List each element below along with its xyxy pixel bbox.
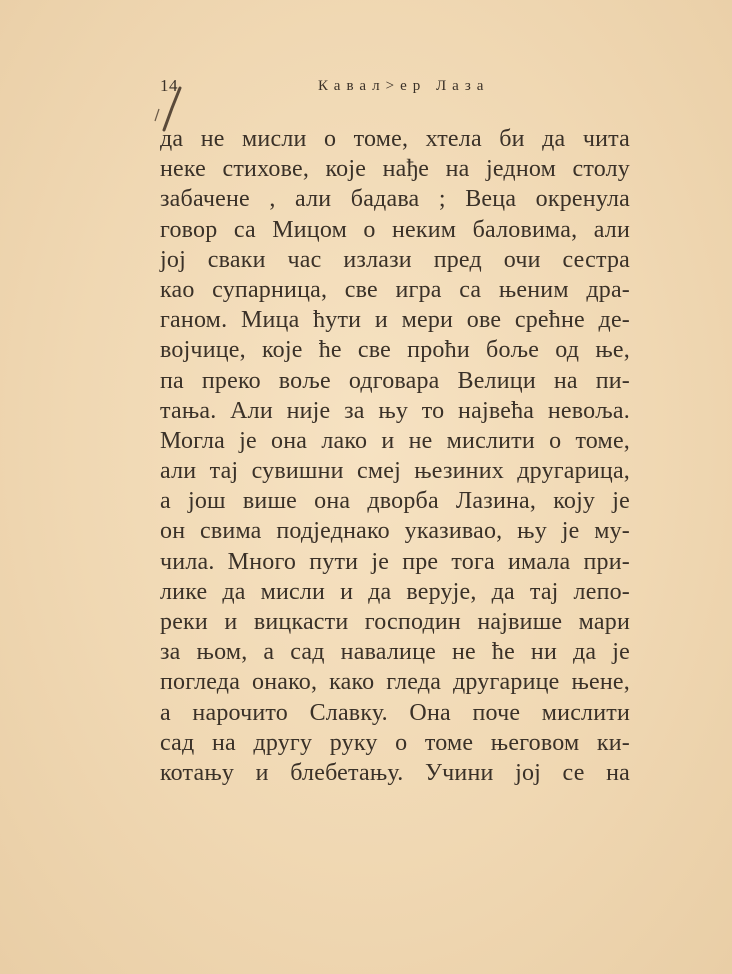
- text-line: ганом. Мица ћути и мери ове срећне де-: [160, 307, 630, 334]
- text-line: а нарочито Славку. Она поче мислити: [160, 699, 630, 726]
- text-line: котању и блебетању. Учини јој се на: [160, 759, 630, 786]
- text-line: забачене , али бадава ; Веца окренула: [160, 186, 630, 213]
- text-line: он свима подједнако указивао, њу је му-: [160, 518, 630, 545]
- text-line: реки и вицкасти господин највише мари: [160, 609, 630, 635]
- text-line: неке стихове, које нађе на једном столу: [160, 156, 630, 183]
- text-line: чила. Много пути је пре тога имала при-: [160, 548, 630, 575]
- text-line: сад на другу руку о томе његовом ки-: [160, 729, 630, 756]
- running-title: Кавал>ер Лаза: [318, 78, 490, 94]
- text-line: лике да мисли и да верује, да тај лепо-: [160, 578, 630, 605]
- text-line: Могла је она лако и не мислити о томе,: [160, 427, 630, 454]
- stray-pencil-mark: [154, 108, 160, 122]
- page-number: 14: [160, 76, 178, 95]
- text-line: говор са Мицом о неким баловима, али: [160, 216, 630, 243]
- text-line: погледа онако, како гледа другарице њене,: [160, 669, 630, 696]
- text-line: за њом, а сад навалице не ће ни да је: [160, 639, 630, 666]
- text-line: а још више она дворба Лазина, коју је: [160, 488, 630, 515]
- text-line: јој сваки час излази пред очи сестра: [160, 246, 630, 273]
- text-line: али тај сувишни смеј њезиних другарица,: [160, 458, 630, 485]
- text-line: тања. Али није за њу то највећа невоља.: [160, 397, 630, 424]
- text-line: па преко воље одговара Велици на пи-: [160, 367, 630, 394]
- body-text: [160, 124, 630, 788]
- text-line: да не мисли о томе, хтела би да чита: [160, 126, 630, 152]
- text-line: као супарница, све игра са њеним дра-: [160, 276, 630, 303]
- text-line: војчице, које ће све проћи боље од ње,: [160, 337, 630, 364]
